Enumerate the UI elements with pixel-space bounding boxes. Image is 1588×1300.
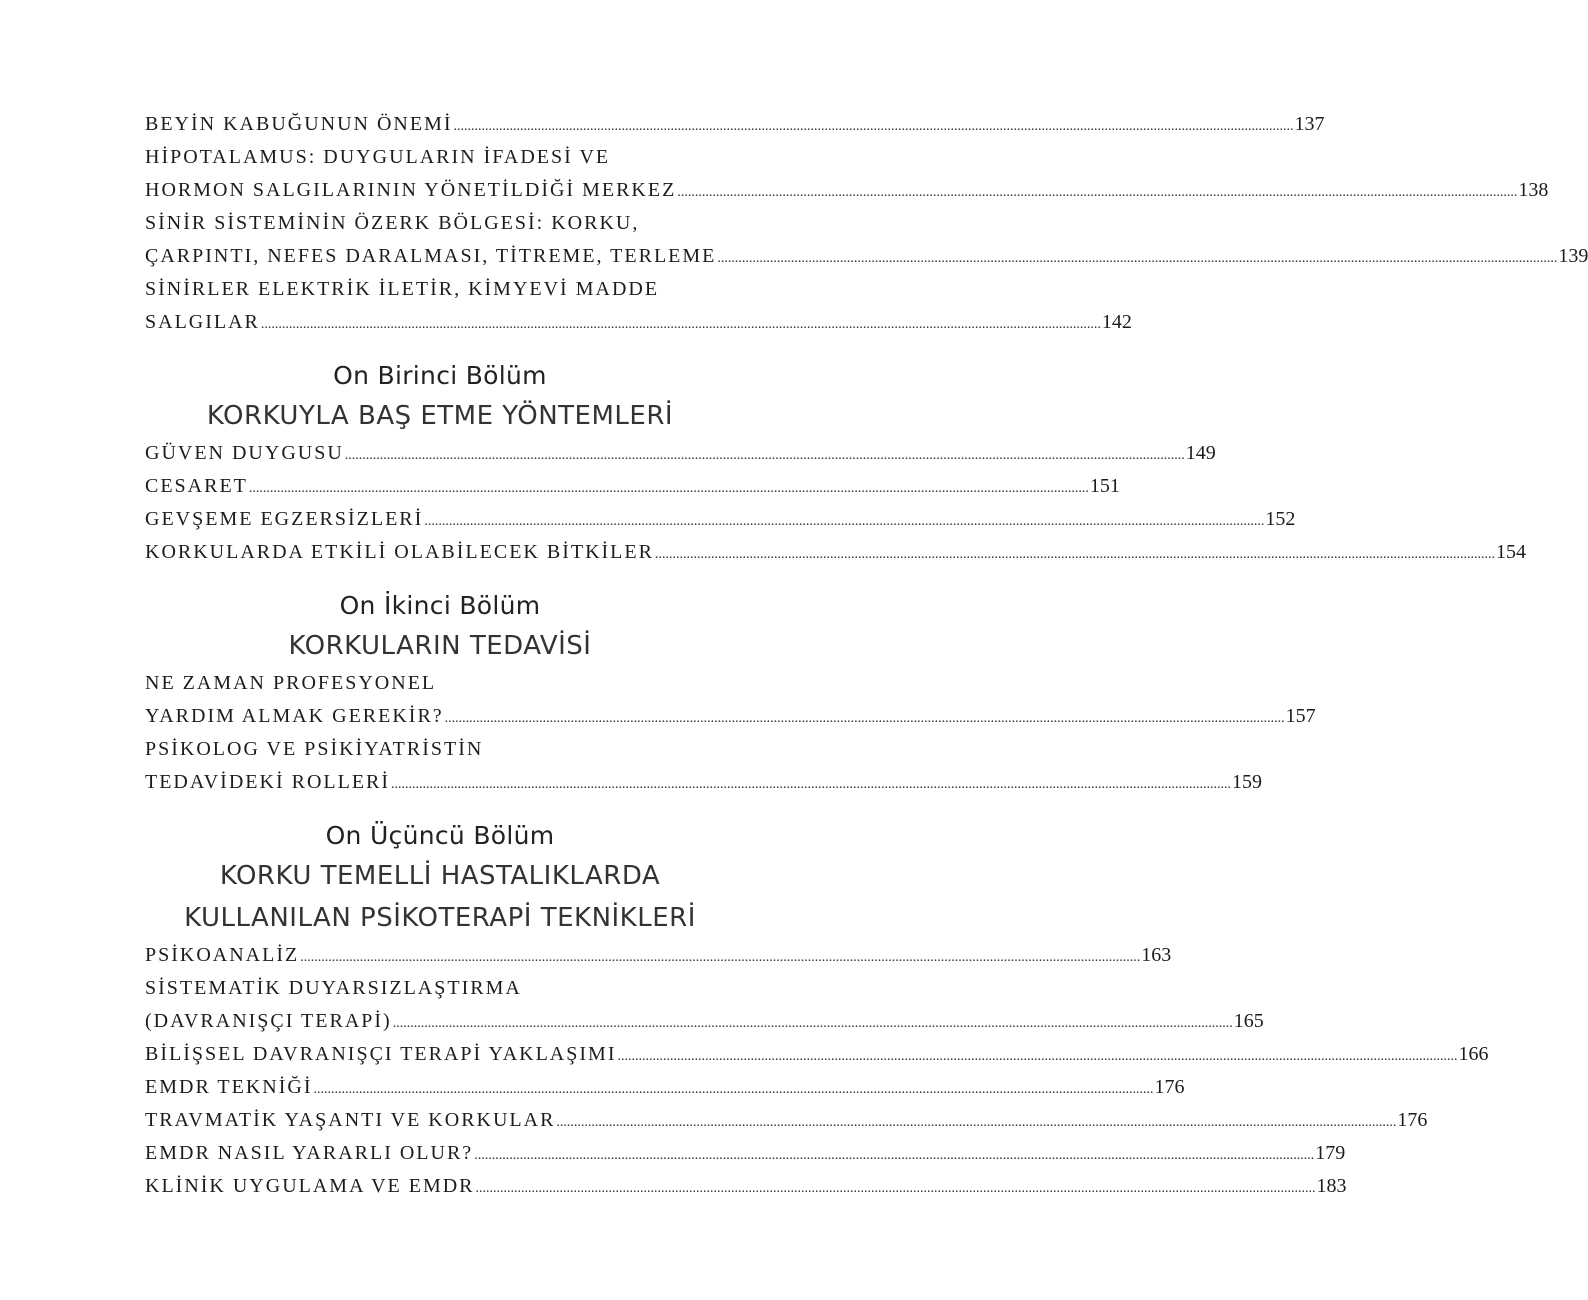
toc-entry-title: PSİKOANALİZ bbox=[145, 944, 300, 966]
toc-entry bbox=[145, 1071, 1185, 1104]
chapter-12 bbox=[145, 587, 1316, 799]
chapter-13 bbox=[145, 817, 1489, 1203]
toc-entry-title: GEVŞEME EGZERSİZLERİ bbox=[145, 508, 424, 530]
toc-entry-page: 152 bbox=[1265, 508, 1296, 530]
toc-entry-page: 151 bbox=[1089, 475, 1120, 497]
toc-entry bbox=[145, 470, 1120, 503]
dot-leader bbox=[345, 439, 1185, 472]
dot-leader bbox=[454, 110, 1294, 143]
toc-entry-page: 163 bbox=[1141, 944, 1172, 966]
toc-entry bbox=[145, 766, 1263, 799]
toc-entry bbox=[145, 1005, 1264, 1038]
toc-entry bbox=[145, 437, 1216, 470]
toc-entry-title: KLİNİK UYGULAMA VE EMDR bbox=[145, 1175, 475, 1197]
dot-leader bbox=[391, 768, 1231, 801]
toc-entry-title: ÇARPINTI, NEFES DARALMASI, TİTREME, TERLEME bbox=[145, 245, 717, 267]
toc-entry-title: YARDIM ALMAK GEREKİR? bbox=[145, 705, 444, 727]
toc-entry bbox=[145, 972, 735, 1005]
chapter-title: KORKUYLA BAŞ ETME YÖNTEMLERİ bbox=[206, 401, 674, 431]
toc-entry-page: 142 bbox=[1101, 311, 1132, 333]
toc-entry bbox=[145, 667, 735, 700]
dot-leader bbox=[300, 941, 1140, 974]
toc-entry-title: BEYİN KABUĞUNUN ÖNEMİ bbox=[145, 113, 453, 135]
toc-entry-title: HORMON SALGILARININ YÖNETİLDİĞİ MERKEZ bbox=[145, 179, 677, 201]
toc-entry-page: 154 bbox=[1495, 541, 1526, 563]
toc-entry-page: 183 bbox=[1316, 1175, 1347, 1197]
toc-entry bbox=[145, 1137, 1346, 1170]
table-of-contents bbox=[145, 108, 1588, 1203]
toc-entry-title: HİPOTALAMUS: DUYGULARIN İFADESİ VE bbox=[145, 146, 611, 168]
chapter-title: KORKULARIN TEDAVİSİ bbox=[288, 631, 592, 661]
toc-entry-title: SİSTEMATİK DUYARSIZLAŞTIRMA bbox=[145, 977, 522, 999]
chapter-label: On Birinci Bölüm bbox=[333, 361, 547, 390]
toc-entry-title: EMDR TEKNİĞİ bbox=[145, 1076, 313, 1098]
dot-leader bbox=[314, 1073, 1154, 1106]
dot-leader bbox=[617, 1040, 1457, 1073]
toc-entry-title: EMDR NASIL YARARLI OLUR? bbox=[145, 1142, 474, 1164]
dot-leader bbox=[393, 1007, 1233, 1040]
toc-entry-title: (DAVRANIŞÇI TERAPİ) bbox=[145, 1010, 392, 1032]
toc-entry-title: BİLİŞSEL DAVRANIŞÇI TERAPİ YAKLAŞIMI bbox=[145, 1043, 617, 1065]
dot-leader bbox=[445, 702, 1285, 735]
toc-entry-page: 166 bbox=[1458, 1043, 1489, 1065]
toc-entry bbox=[145, 939, 1172, 972]
toc-entry-page: 139 bbox=[1558, 245, 1588, 267]
toc-entry-title: SİNİRLER ELEKTRİK İLETİR, KİMYEVİ MADDE bbox=[145, 278, 660, 300]
toc-entry-page: 165 bbox=[1233, 1010, 1264, 1032]
toc-section-continued bbox=[145, 108, 1588, 339]
toc-entry-page: 179 bbox=[1315, 1142, 1346, 1164]
toc-entry-title: TRAVMATİK YAŞANTI VE KORKULAR bbox=[145, 1109, 556, 1131]
dot-leader bbox=[677, 176, 1517, 209]
toc-entry-title: NE ZAMAN PROFESYONEL bbox=[145, 672, 437, 694]
toc-entry-title: PSİKOLOG VE PSİKİYATRİSTİN bbox=[145, 738, 484, 760]
dot-leader bbox=[424, 505, 1264, 538]
toc-entry-title: SİNİR SİSTEMİNİN ÖZERK BÖLGESİ: KORKU, bbox=[145, 212, 640, 234]
dot-leader bbox=[476, 1172, 1316, 1205]
dot-leader bbox=[261, 308, 1101, 341]
dot-leader bbox=[249, 472, 1089, 505]
toc-entry bbox=[145, 174, 1549, 207]
toc-entry-page: 176 bbox=[1397, 1109, 1428, 1131]
toc-entry bbox=[145, 1104, 1428, 1137]
toc-entry-title: SALGILAR bbox=[145, 311, 260, 333]
toc-entry-page: 138 bbox=[1518, 179, 1549, 201]
toc-entry bbox=[145, 536, 1526, 569]
toc-entry-page: 149 bbox=[1185, 442, 1216, 464]
dot-leader bbox=[717, 242, 1557, 275]
toc-entry-page: 137 bbox=[1294, 113, 1325, 135]
toc-entry-page: 157 bbox=[1285, 705, 1316, 727]
toc-entry-title: TEDAVİDEKİ ROLLERİ bbox=[145, 771, 391, 793]
chapter-label: On İkinci Bölüm bbox=[339, 591, 541, 620]
toc-entry-page: 159 bbox=[1232, 771, 1263, 793]
toc-entry bbox=[145, 503, 1296, 536]
toc-entry bbox=[145, 1038, 1489, 1071]
toc-entry bbox=[145, 700, 1316, 733]
toc-entry bbox=[145, 1170, 1347, 1203]
toc-entry bbox=[145, 306, 1132, 339]
chapter-11 bbox=[145, 357, 1526, 569]
toc-entry bbox=[145, 240, 1588, 273]
toc-entry bbox=[145, 733, 735, 766]
dot-leader bbox=[655, 538, 1495, 571]
dot-leader bbox=[556, 1106, 1396, 1139]
toc-entry-title: GÜVEN DUYGUSU bbox=[145, 442, 344, 464]
toc-entry bbox=[145, 207, 735, 240]
toc-entry bbox=[145, 108, 1325, 141]
chapter-title-line-2: KULLANILAN PSİKOTERAPİ TEKNİKLERİ bbox=[184, 903, 696, 933]
chapter-title-line-1: KORKU TEMELLİ HASTALIKLARDA bbox=[219, 861, 661, 891]
toc-entry-page: 176 bbox=[1154, 1076, 1185, 1098]
dot-leader bbox=[474, 1139, 1314, 1172]
toc-entry bbox=[145, 273, 735, 306]
chapter-label: On Üçüncü Bölüm bbox=[325, 821, 555, 850]
toc-entry-title: CESARET bbox=[145, 475, 248, 497]
toc-entry-title: KORKULARDA ETKİLİ OLABİLECEK BİTKİLER bbox=[145, 541, 654, 563]
toc-entry bbox=[145, 141, 735, 174]
